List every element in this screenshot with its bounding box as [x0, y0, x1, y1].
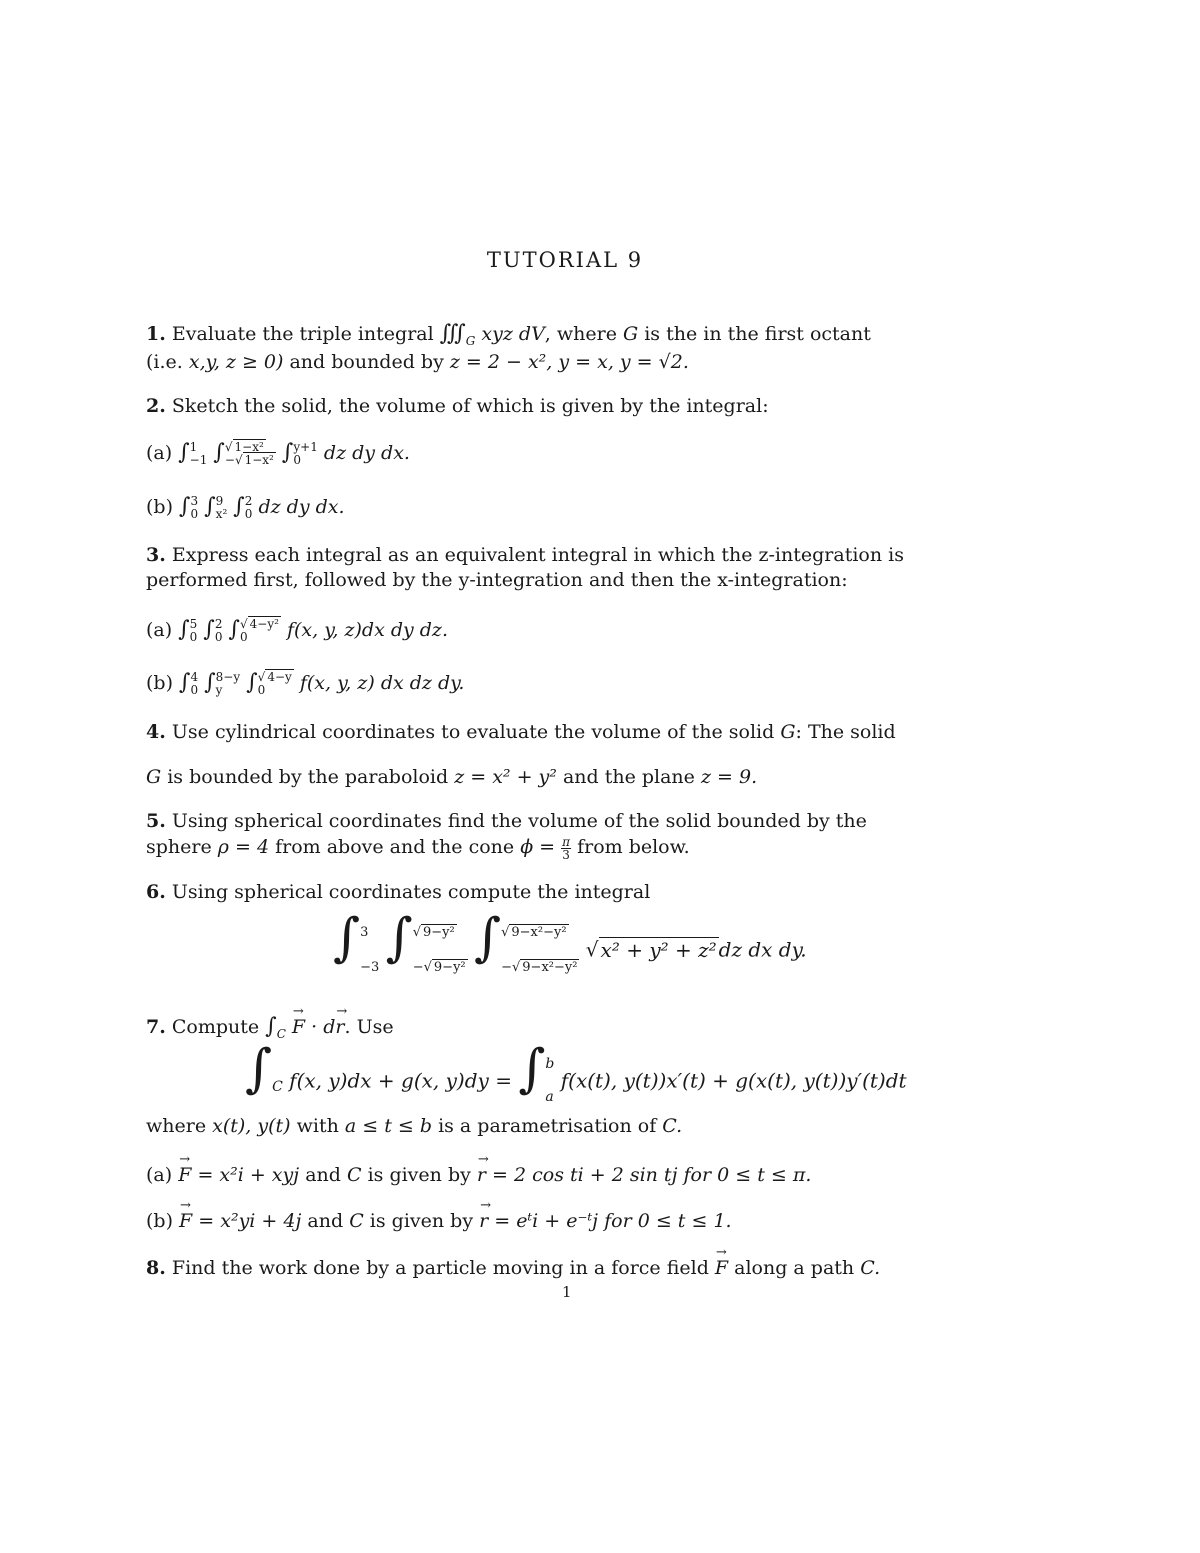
question-1-line-1: 1. Evaluate the triple integral $∭_G$ xyz dV, where G is the in the first octant — [146, 321, 871, 348]
question-2b: (b) ∫ 3 0 ∫ 9 x² ∫ 2 0 dz dy dx. — [146, 494, 345, 521]
question-5-line-1: 5. Using spherical coordinates find the volume of the solid bounded by the — [146, 810, 867, 832]
question-3-label: 3. — [146, 544, 166, 566]
question-7b: (b) → F = x²yi + 4j and C is given by → r = eᵗi + e⁻ᵗj for 0 ≤ t ≤ 1. — [146, 1208, 986, 1234]
question-2-label: 2. — [146, 395, 166, 417]
question-4-label: 4. — [146, 721, 166, 743]
question-8-line: 8. Find the work done by a particle moving in a force field → F along a path C. — [146, 1255, 986, 1281]
triple-integral-sign: ∭ — [439, 321, 466, 346]
question-2-line: 2. Sketch the solid, the volume of which is given by the integral: — [146, 395, 769, 417]
question-2a: (a) ∫ 1 −1 ∫ √ 1−x² −√ 1−x² ∫ y+1 0 dz dy dx. — [146, 440, 410, 467]
question-7-where-line: where x(t), y(t) with a ≤ t ≤ b is a parametrisation of C. — [146, 1115, 683, 1137]
question-7-label: 7. — [146, 1016, 166, 1038]
pi-over-three: $\frac{\pi}{3}$ — [562, 834, 571, 862]
question-3-line-2: performed first, followed by the y-integration and then the x-integration: — [146, 569, 848, 591]
question-4-line-2: G is bounded by the paraboloid z = x² + y² and the plane z = 9. — [146, 766, 758, 788]
page-number: 1 — [562, 1283, 572, 1301]
question-5-line-2: sphere ρ = 4 from above and the cone ϕ = $\frac{\pi}{3}$ from below. — [146, 834, 690, 862]
question-8-label: 8. — [146, 1257, 166, 1279]
question-6-line: 6. Using spherical coordinates compute the integral — [146, 881, 651, 903]
question-4-line-1: 4. Use cylindrical coordinates to evaluate the volume of the solid G: The solid — [146, 721, 896, 743]
question-3b: (b) ∫ 4 0 ∫ 8−y y ∫ √ 4−y 0 f(x, y, z) dx dz dy. — [146, 670, 465, 697]
question-7-line-integral-formula: $\int_C$ f(x, y)dx + g(x, y)dy = ∫ b a f(x(t), y(t))x′(t) + g(x(t), y(t))y′(t)dt — [245, 1039, 907, 1105]
question-7a: (a) → F = x²i + xyj and C is given by → r = 2 cos ti + 2 sin tj for 0 ≤ t ≤ π. — [146, 1162, 986, 1188]
question-6-label: 6. — [146, 881, 166, 903]
question-3a: (a) ∫ 5 0 ∫ 2 0 ∫ √ 4−y² 0 f(x, y, z)dx dy dz. — [146, 617, 448, 644]
question-1-label: 1. — [146, 323, 166, 345]
question-6-display-integral: ∫ 3 −3 ∫ √ 9−y² −√ 9−y² ∫ √ 9−x²−y² −√ 9−x²−y² √ x² + y² + z² dz dx dy. — [333, 908, 807, 975]
question-1-line-2: (i.e. x,y, z ≥ 0) and bounded by z = 2 − x², y = x, y = √2. — [146, 351, 689, 373]
page-title: TUTORIAL 9 — [486, 248, 644, 272]
question-3-line-1: 3. Express each integral as an equivalent integral in which the z-integration is — [146, 544, 904, 566]
question-7-line: 7. Compute $\int_C \to F \cdot d\to r$. Use — [146, 1014, 986, 1040]
question-5-label: 5. — [146, 810, 166, 832]
